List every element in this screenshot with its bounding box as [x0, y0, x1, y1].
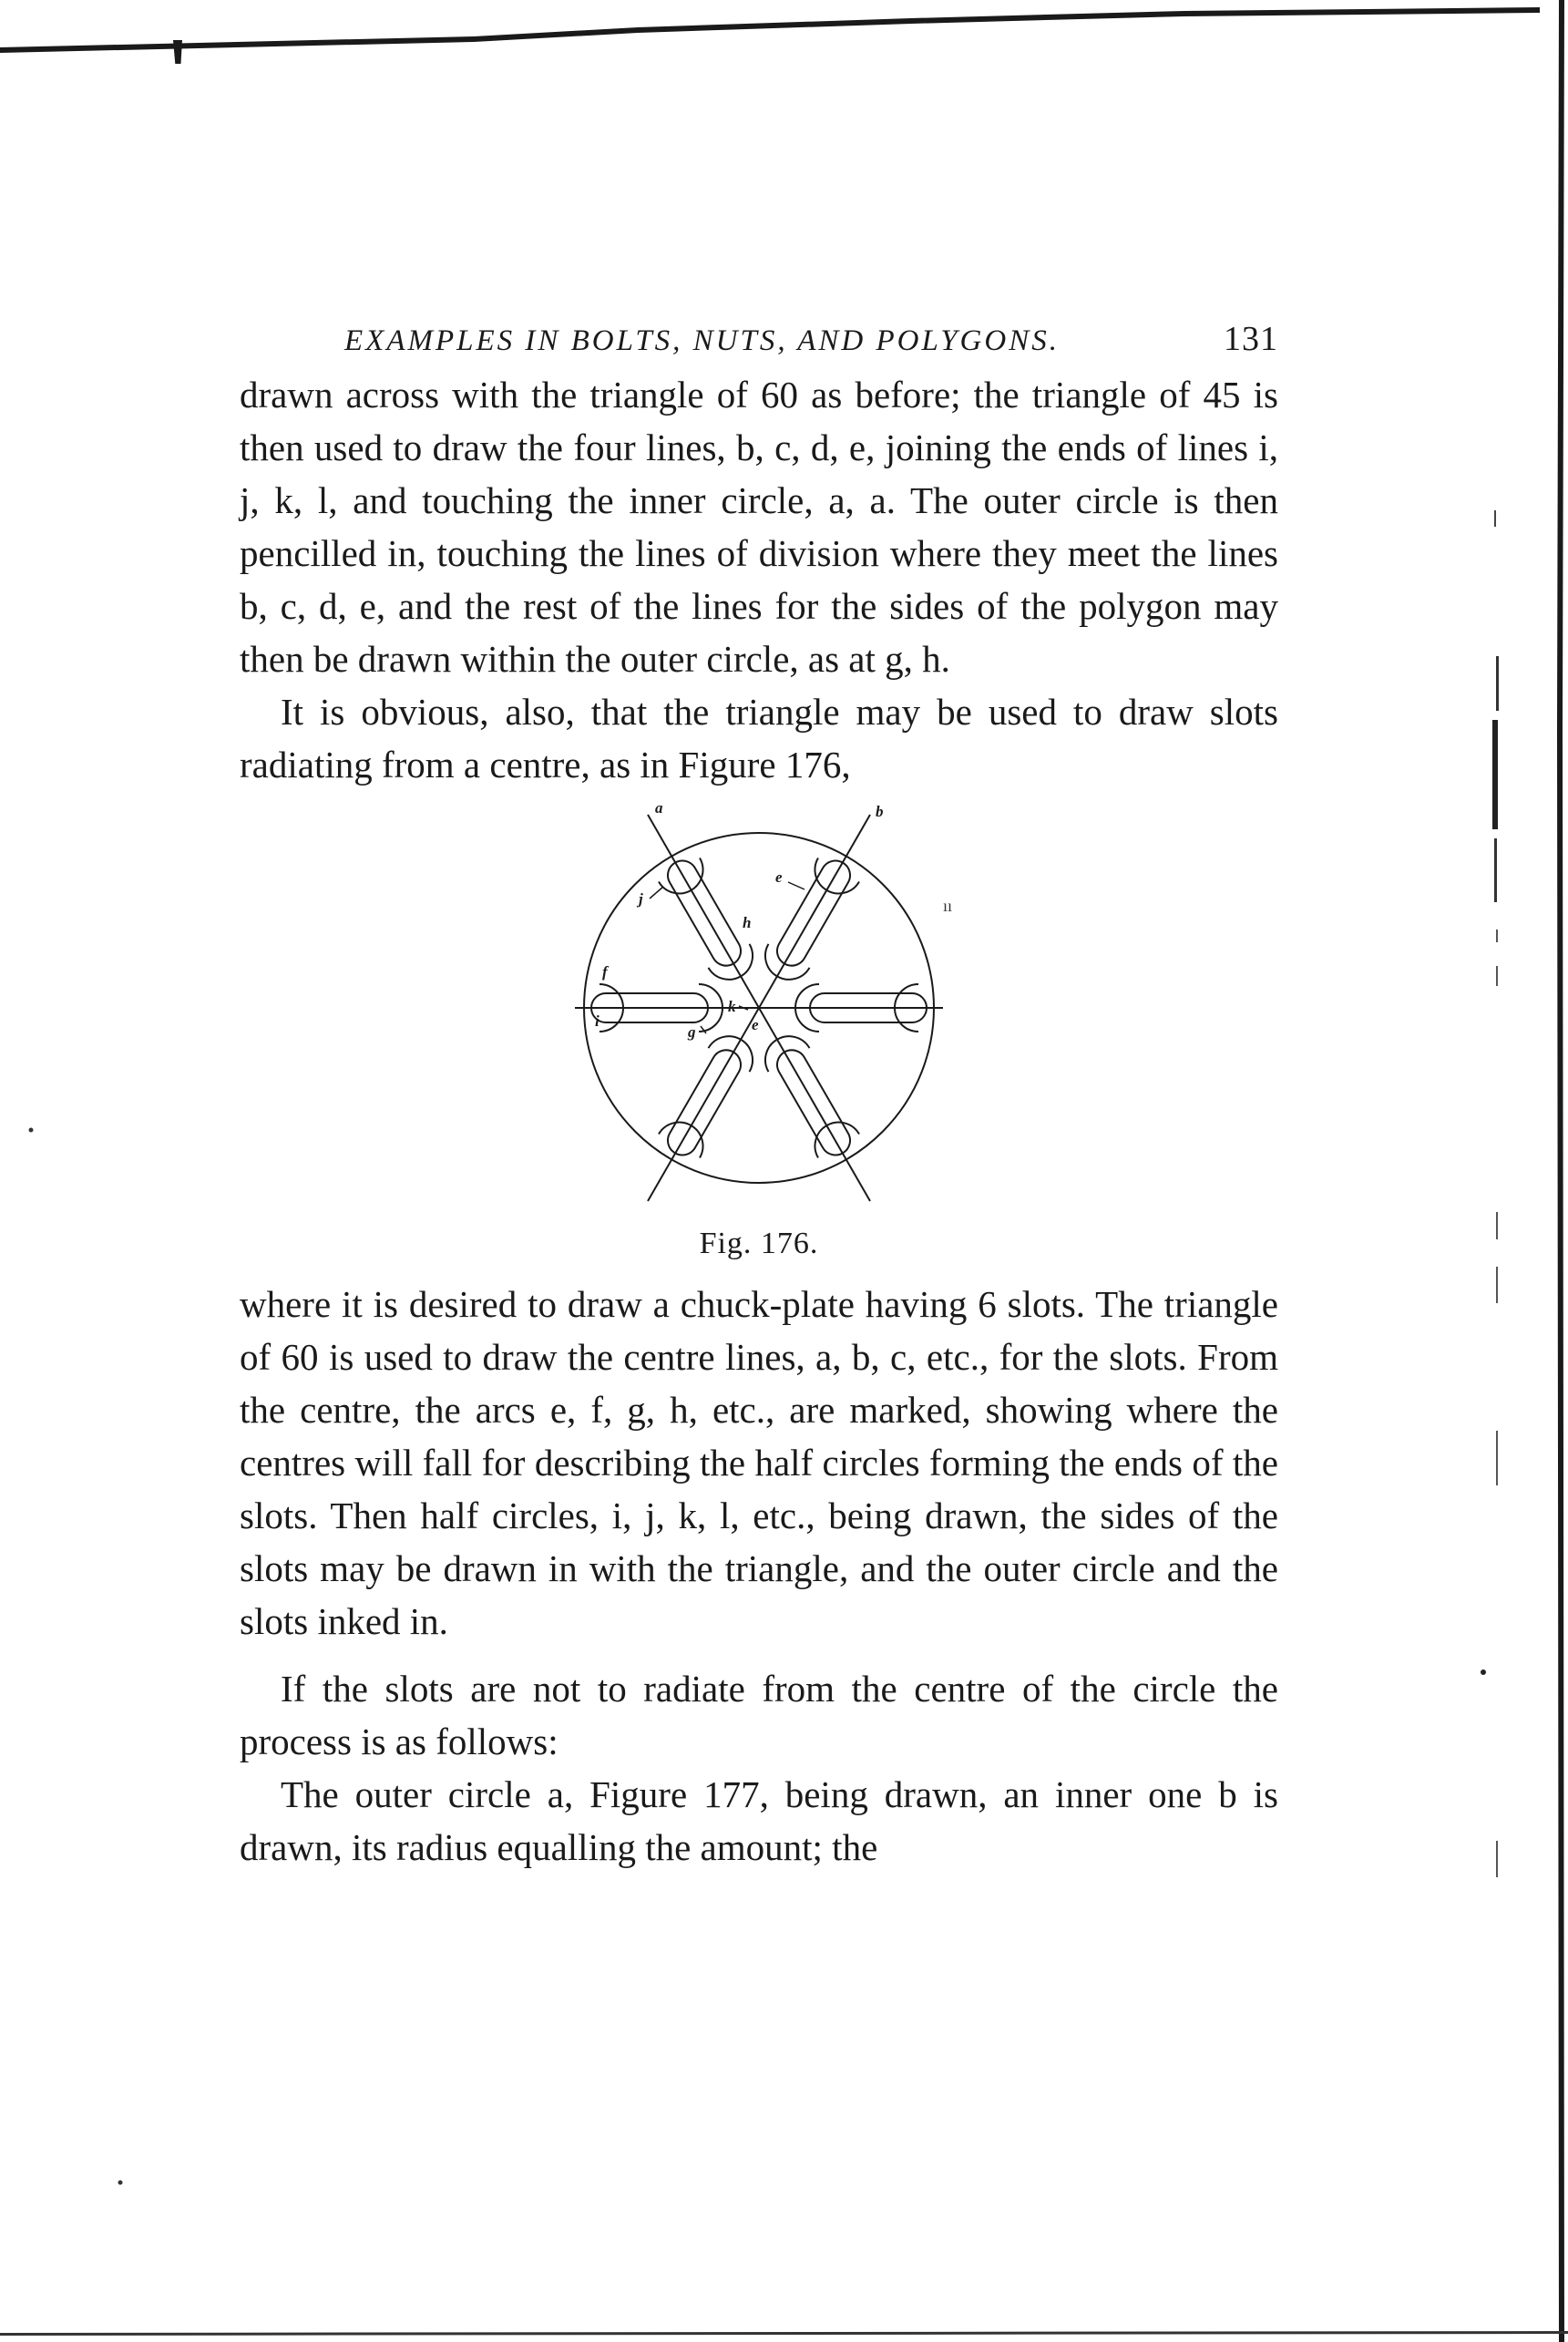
label-f: f — [602, 963, 608, 981]
paragraph-1: drawn across with the triangle of 60 as before; the triangle of 45 is then used to draw the four lines, b, c, d, e, joining the ends of lines i, j, k, l, and touching the inner circle, a, a. The outer circle is then pencilled in, touching the lines of division where they meet the lines b, c, d, e, and the rest of the lines for the sides of the polygon may then be drawn within the outer circle, as at g, h. — [240, 374, 1278, 680]
scan-bottom-edge — [0, 2315, 1568, 2342]
stray-mark: ıı — [943, 897, 953, 915]
left-margin-specks — [18, 1121, 128, 2214]
scan-top-edge — [0, 0, 1540, 64]
running-title: EXAMPLES IN BOLTS, NUTS, AND POLYGONS. — [344, 324, 1060, 357]
running-head — [344, 319, 1278, 359]
figure-176 — [240, 798, 1278, 1227]
label-b: b — [876, 803, 884, 820]
label-i: i — [595, 1012, 600, 1030]
figure-caption: Fig. 176. — [699, 1227, 819, 1260]
paragraph-4: If the slots are not to radiate from the centre of the circle the process is as follows: — [240, 1668, 1278, 1762]
margin-marks — [1458, 501, 1512, 2005]
label-e-centre: e — [752, 1016, 759, 1033]
paragraph-2: It is obvious, also, that the triangle may be used to draw slots radiating from a centre, as in Figure 176, — [240, 691, 1278, 786]
label-e-top: e — [775, 868, 783, 886]
label-h: h — [743, 914, 752, 931]
page-number: 131 — [1224, 320, 1278, 358]
label-g: g — [688, 1023, 696, 1041]
label-a: a — [655, 799, 663, 817]
chuck-plate-diagram — [549, 798, 968, 1227]
label-k: k — [728, 998, 736, 1015]
scan-right-edge — [1532, 0, 1568, 2342]
paragraph-3: where it is desired to draw a chuck-plate having 6 slots. The triangle of 60 is used to draw the centre lines, a, b, c, etc., for the slots. From the centre, the arcs e, f, g, h, etc., are marked, showing where the centres will fall for describing the half circles forming the ends of the slots. Then half circles, i, j, k, l, etc., being drawn, the sides of the slots may be drawn in with the triangle, and the outer circle and the slots inked in. — [240, 1283, 1278, 1642]
paragraph-5: The outer circle a, Figure 177, being drawn, an inner one b is drawn, its radius equalling the amount; the — [240, 1773, 1278, 1868]
label-j: j — [639, 890, 643, 908]
page — [240, 319, 1278, 1874]
